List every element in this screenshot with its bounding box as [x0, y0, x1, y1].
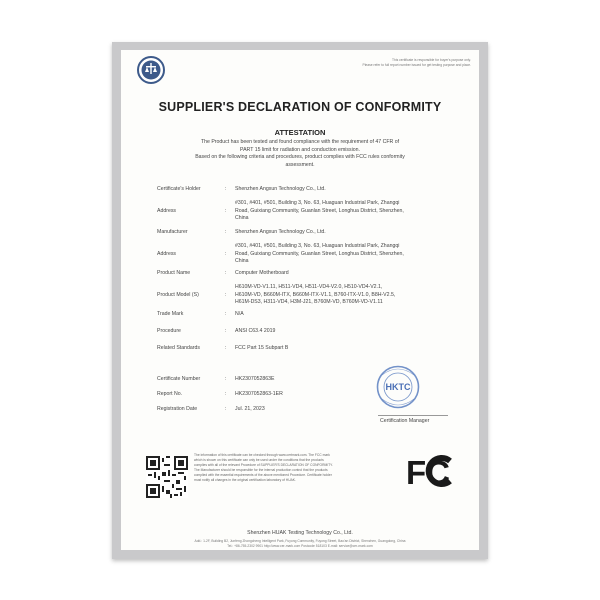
fcc-logo-icon [404, 451, 454, 491]
document-title: SUPPLIER'S DECLARATION OF CONFORMITY [158, 100, 442, 114]
footer-address [150, 539, 450, 549]
field-label: Address [157, 208, 177, 214]
field-label: Product Model (S) [157, 292, 199, 298]
attestation-line: The Product has been tested and found compliance with the requirement of 47 CFR of [200, 139, 400, 145]
signature-label: Certification Manager [380, 418, 430, 424]
qr-code-icon [146, 456, 188, 498]
footer-company: Shenzhen HUAK Testing Technology Co., Ltd. [247, 530, 353, 536]
fcc-logo-text: FC [406, 454, 450, 491]
field-value: Computer Motherboard [235, 270, 289, 276]
field-value: #301, #401, #501, Building 3, No. 63, Huaguan Industrial Park, Zhangqi [235, 243, 400, 249]
field-label: Manufacturer [157, 229, 188, 235]
field-label: Trade Mark [157, 311, 184, 317]
fcc-notice-line: The Manufacturer should be responsible for the internal production control that the products [194, 468, 328, 472]
fcc-notice-line: complied with the essential requirements of the above mentioned Procedure. Certificate holder [194, 473, 332, 477]
field-value: Road, Guixiang Community, Guanlan Street, Longhua District, Shenzhen, [235, 250, 404, 257]
field-label: Certificate's Holder [157, 186, 201, 192]
field-value: H61M-DS3, H311-VD4, H3M-J21, B760M-VD, B760M-VD-V1.11 [235, 299, 383, 305]
fcc-notice-line: must notify all changes in the original certification laboratory of HUAK. [194, 478, 296, 482]
field-value: HK2307052863E [235, 376, 275, 382]
field-value: Shenzhen Angxun Technology Co., Ltd. [235, 229, 326, 235]
attestation-line: Based on the following criteria and procedures, product complies with FCC rules conformity [195, 154, 405, 160]
fcc-notice-line: The information of this certificate can be checked through www.certmark.com. The FCC mark [194, 453, 330, 457]
fcc-notice-line: which is shown on this certificate can only be used under the conditions that the products [194, 458, 324, 462]
huak-logo-icon [137, 56, 165, 84]
field-value: ANSI C63.4 2019 [235, 328, 276, 334]
field-label: Product Name [157, 270, 191, 276]
field-label: Report No. [157, 391, 183, 397]
field-label: Related Standards [157, 345, 200, 351]
attestation-line: PART 15 limit for radiation and conduction emission. [240, 146, 360, 153]
field-label: Certificate Number [157, 376, 201, 382]
field-value: China [235, 258, 249, 264]
field-value: H610M-VD, B660M-ITX, B660M-ITX-V1.1, B760-ITX-V1.0, B8H-V2.5, [235, 291, 396, 298]
footer-address-line: Tel.: +86-755-2302 9901 http://www.cer-mark.com Postcode 518103 E-mail: service@cer-mark.com [227, 544, 373, 548]
attestation-heading: ATTESTATION [274, 128, 326, 137]
signature-line [378, 415, 448, 416]
field-value: Jul. 21, 2023 [235, 406, 265, 412]
header-note-line: Please refer to full report number issued for get testing purpose and place. [362, 63, 471, 67]
field-value: H610M-VD-V1.11, H511-VD4, H511-VD4-V2.0, H510-VD4-V2.1, [235, 284, 383, 290]
field-value: N/A [235, 311, 244, 317]
field-value: China [235, 215, 249, 221]
field-value: #301, #401, #501, Building 3, No. 63, Huaguan Industrial Park, Zhangqi [235, 200, 400, 206]
attestation-line: assessment. [285, 161, 315, 168]
field-value: HK2307052863-1ER [235, 391, 283, 397]
fcc-notice [194, 453, 394, 483]
field-label: Procedure [157, 328, 181, 334]
field-value: Shenzhen Angxun Technology Co., Ltd. [235, 186, 326, 192]
header-note [301, 58, 471, 68]
field-label: Address [157, 251, 177, 257]
field-value: FCC Part 15 Subpart B [235, 345, 289, 351]
stamp-text: HKTC [385, 382, 411, 392]
field-label: Registration Date [157, 406, 198, 412]
header-note-line: This certificate is responsible for buyer's purpose only. [392, 58, 471, 62]
field-value: Road, Guixiang Community, Guanlan Street, Longhua District, Shenzhen, [235, 207, 404, 214]
certification-stamp-icon [376, 365, 420, 409]
attestation-text [170, 139, 430, 169]
fcc-notice-line: complies with all of the relevant Procedure of SUPPLIER'S DECLARATION OF CONFORMITY. [194, 463, 333, 467]
footer-address-line: Add.: 1-2F, Building B2, Junfeng Zhongcheng Intelligent Park, Fuyong Community, Fuyong Street, Bao'an District, Shenzhen, Guangdong, China [194, 539, 406, 543]
